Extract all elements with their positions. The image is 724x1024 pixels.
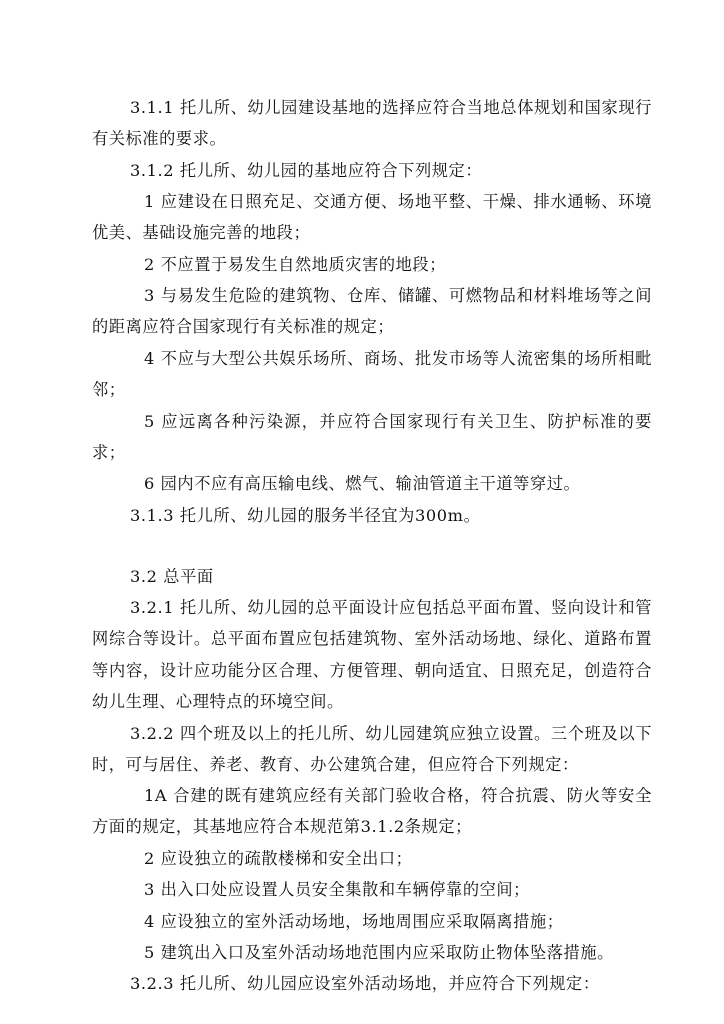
clause-3-1-2-item-5: 5 应远离各种污染源，并应符合国家现行有关卫生、防护标准的要求； bbox=[92, 412, 652, 463]
clause-3-2-2: 3.2.2 四个班及以上的托儿所、幼儿园建筑应独立设置。三个班及以下时，可与居住、养老、教育、办公建筑合建，但应符合下列规定： bbox=[92, 724, 652, 775]
clause-3-2-3: 3.2.3 托儿所、幼儿园应设室外活动场地，并应符合下列规定： bbox=[130, 974, 600, 993]
clause-3-1-2-item-4: 4 不应与大型公共娱乐场所、商场、批发市场等人流密集的场所相毗邻； bbox=[92, 349, 652, 400]
clause-3-1-2: 3.1.2 托儿所、幼儿园的基地应符合下列规定： bbox=[130, 161, 483, 180]
clause-3-2-2-item-2: 2 应设独立的疏散楼梯和安全出口； bbox=[144, 849, 413, 868]
clause-3-1-1: 3.1.1 托儿所、幼儿园建设基地的选择应符合当地总体规划和国家现行有关标准的要求。 bbox=[92, 98, 652, 149]
clause-3-2-2-item-4: 4 应设独立的室外活动场地，场地周围应采取隔离措施； bbox=[144, 912, 564, 931]
clause-3-1-2-item-1: 1 应建设在日照充足、交通方便、场地平整、干燥、排水通畅、环境优美、基础设施完善的地段； bbox=[92, 192, 652, 243]
clause-3-2-2-item-3: 3 出入口处应设置人员安全集散和车辆停靠的空间； bbox=[144, 880, 530, 899]
clause-3-1-2-item-2: 2 不应置于易发生自然地质灾害的地段； bbox=[144, 255, 447, 274]
clause-3-2-2-item-1a: 1A 合建的既有建筑应经有关部门验收合格，符合抗震、防火等安全方面的规定，其基地应符合本规范第3.1.2条规定； bbox=[92, 786, 652, 837]
section-heading-3-2: 3.2 总平面 bbox=[130, 567, 214, 586]
clause-3-1-2-item-6: 6 园内不应有高压输电线、燃气、输油管道主干道等穿过。 bbox=[144, 474, 581, 493]
clause-3-2-2-item-5: 5 建筑出入口及室外活动场地范围内应采取防止物体坠落措施。 bbox=[144, 943, 614, 962]
clause-3-2-1: 3.2.1 托儿所、幼儿园的总平面设计应包括总平面布置、竖向设计和管网综合等设计。总平面布置应包括建筑物、室外活动场地、绿化、道路布置等内容，设计应功能分区合理、方便管理、朝向适宜、日照充足，创造符合幼儿生理、心理特点的环境空间。 bbox=[92, 598, 652, 712]
clause-3-1-3: 3.1.3 托儿所、幼儿园的服务半径宜为300m。 bbox=[130, 506, 481, 525]
clause-3-1-2-item-3: 3 与易发生危险的建筑物、仓库、储罐、可燃物品和材料堆场等之间的距离应符合国家现行有关标准的规定； bbox=[92, 286, 652, 337]
